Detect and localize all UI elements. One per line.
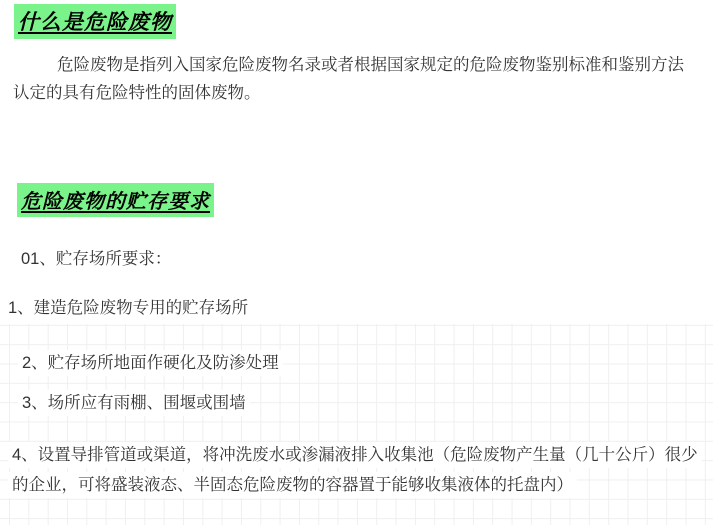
heading-highlight: 什么是危险废物 [14,4,176,39]
article-heading-storage-requirements [17,183,214,217]
list-item-text: 4、设置导排管道或渠道，将冲洗废水或渗漏液排入收集池（危险废物产生量（几十公斤）很少的企业，可将盛装液态、半固态危险废物的容器置于能够收集液体的托盘内） [8,442,702,498]
intro-paragraph: 危险废物是指列入国家危险废物名录或者根据国家规定的危险废物鉴别标准和鉴别方法认定的具有危险特性的固体废物。 [13,56,684,102]
list-item-3 [18,392,250,414]
list-item-4 [8,440,708,500]
list-item-text: 2、贮存场所地面作硬化及防渗处理 [18,350,283,376]
list-item-1: 1、建造危险废物专用的贮存场所 [8,299,249,317]
article-heading-what-is [14,4,176,39]
list-item-text: 3、场所应有雨棚、围堰或围墙 [18,390,250,416]
heading-highlight: 危险废物的贮存要求 [17,183,214,217]
list-item-2 [18,352,283,374]
section-label-01: 01、贮存场所要求： [21,250,172,268]
